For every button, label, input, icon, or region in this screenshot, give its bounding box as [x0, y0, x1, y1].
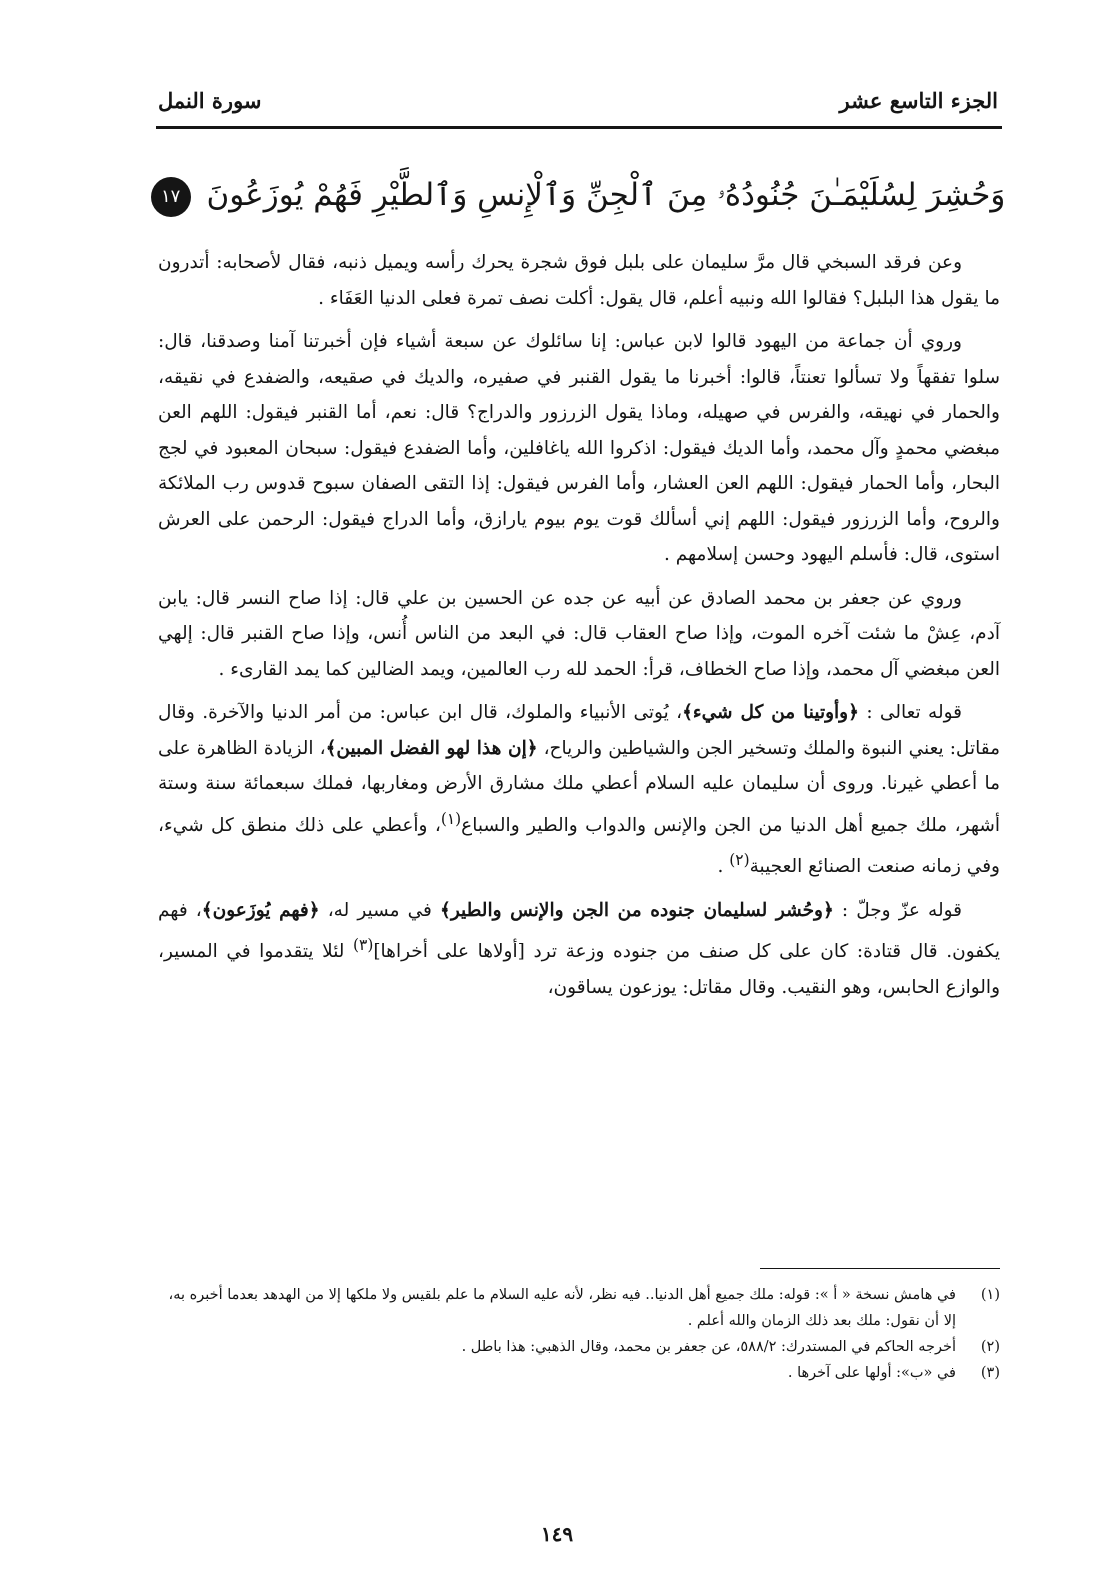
- p5-text: ، فهم يكفون. قال قتادة: كان على كل صنف من جنوده وزعة ترد [أولاها على أخراها]: [158, 899, 1000, 963]
- footnote-number: (٣): [980, 1365, 1000, 1381]
- footnote-ref: (٣): [353, 936, 374, 955]
- p5-text: قوله عزّ وجلّ :: [833, 899, 963, 921]
- surah-title: سورة النمل: [158, 88, 262, 113]
- verse-text: وَحُشِرَ لِسُلَيْمَـٰنَ جُنُودُهُۥ مِنَ ٱلْجِنِّ وَٱلْإِنسِ وَٱلطَّيْرِ فَهُمْ يُوزَعُونَ: [206, 177, 1006, 213]
- quran-verse: [150, 160, 1006, 230]
- quran-quote: ﴿وأوتينا من كل شيء﴾: [682, 702, 859, 723]
- paragraph-4: [158, 695, 1000, 885]
- p4-text: .: [717, 856, 730, 878]
- footnote-3: [158, 1360, 1000, 1386]
- paragraph-5: [158, 893, 1000, 1006]
- page-number: ١٤٩: [540, 1522, 574, 1546]
- footnote-text: في «ب»: أولها على آخرها .: [787, 1365, 956, 1381]
- paragraph-2: وروي أن جماعة من اليهود قالوا لابن عباس: إنا سائلوك عن سبعة أشياء فإن أخبرتنا آمنا وصدقنا، قال: سلوا تفقهاً ولا تسألوا تعنتاً، قالوا: أخبرنا ما يقول القنبر في صفيره، والديك في صقيعه، والضفدع في نقيقه، والحمار في نهيقه، والفرس في صهيله، وماذا يقول الزرزور والدراج؟ قال: نعم، أما القنبر فيقول: اللهم العن مبغضي محمدٍ وآل محمد، وأما الديك فيقول: اذكروا الله ياغافلين، وأما الضفدع فيقول: سبحان المعبود في لجج البحار، وأما الحمار فيقول: اللهم العن العشار، وأما الفرس فيقول: إذا التقى الصفان سبوح قدوس رب الملائكة والروح، وأما الزرزور فيقول: اللهم إني أسألك قوت يوم بيوم يارازق، وأما الدراج فيقول: الرحمن على العرش استوى، قال: فأسلم اليهود وحسن إسلامهم .: [158, 331, 1000, 565]
- quran-quote: ﴿وحُشر لسليمان جنوده من الجن والإنس والطير﴾: [440, 899, 834, 921]
- verse-number-badge: ١٧: [151, 177, 191, 217]
- p4-text: ، الزيادة الظاهرة على ما أعطي غيرنا. وروى أن سليمان عليه السلام أعطي ملك مشارق الأرض ومغاربها، فملك سبعمائة سنة وستة أشهر، ملك جميع أهل الدنيا من الجن والإنس والدواب والطير والسباع: [158, 737, 1000, 836]
- p5-text: لئلا يتقدموا في المسير، والوازع الحابس، وهو النقيب. وقال مقاتل: يوزعون يساقون،: [158, 941, 1000, 998]
- paragraph-1: وعن فرقد السبخي قال مرَّ سليمان على بلبل فوق شجرة يحرك رأسه ويميل ذنبه، فقال لأصحابه: أتدرون ما يقول هذا البلبل؟ فقالوا الله ونبيه أعلم، قال يقول: أكلت نصف تمرة فعلى الدنيا العَفَاء .: [158, 252, 1000, 309]
- footnotes: [158, 1282, 1000, 1386]
- footnote-text: في هامش نسخة « أ »: قوله: ملك جميع أهل الدنيا.. فيه نظر، لأنه عليه السلام ما علم بلقيس ولا ملكها إلا من الهدهد بعدما أخبره به، إلا أن نقول: ملك بعد ذلك الزمان والله أعلم .: [168, 1287, 956, 1329]
- quran-quote: ﴿فهم يُوزَعون﴾: [201, 899, 320, 921]
- footnote-2: [158, 1334, 1000, 1360]
- footnote-number: (١): [980, 1287, 1000, 1303]
- footnote-separator: [760, 1268, 1000, 1269]
- footnote-number: (٢): [980, 1339, 1000, 1355]
- footnote-text: أخرجه الحاكم في المستدرك: ٥٨٨/٢، عن جعفر بن محمد، وقال الذهبي: هذا باطل .: [461, 1339, 956, 1355]
- footnote-ref: (٢): [729, 851, 750, 870]
- p4-text: ، وأعطي على ذلك منطق كل شيء، وفي زمانه صنعت الصنائع العجيبة: [158, 814, 1000, 878]
- paragraph-3: وروي عن جعفر بن محمد الصادق عن أبيه عن جده عن الحسين بن علي قال: إذا صاح النسر قال: يابن آدم، عِشْ ما شئت آخره الموت، وإذا صاح العقاب قال: في البعد من الناس أُنس، وإذا صاح القنبر قال: إلهي العن مبغضي آل محمد، وإذا صاح الخطاف، قرأ: الحمد لله رب العالمين، ويمد الضالين كما يمد القارىء .: [158, 587, 1000, 680]
- header-rule: [156, 126, 1002, 129]
- part-title: الجزء التاسع عشر: [839, 88, 998, 113]
- running-header: [158, 84, 998, 124]
- quran-quote: ﴿إن هذا لهو الفضل المبين﴾: [325, 737, 538, 759]
- p4-text: قوله تعالى :: [858, 702, 963, 723]
- commentary-body: [158, 245, 1000, 1013]
- p4-text: ، يُوتى الأنبياء والملوك، قال ابن عباس: من أمر الدنيا والآخرة. وقال مقاتل: يعني النبوة والملك وتسخير الجن والشياطين والرياح،: [158, 702, 1000, 759]
- footnote-1: [158, 1282, 1000, 1334]
- p5-text: في مسير له،: [319, 899, 440, 921]
- footnote-ref: (١): [440, 809, 462, 828]
